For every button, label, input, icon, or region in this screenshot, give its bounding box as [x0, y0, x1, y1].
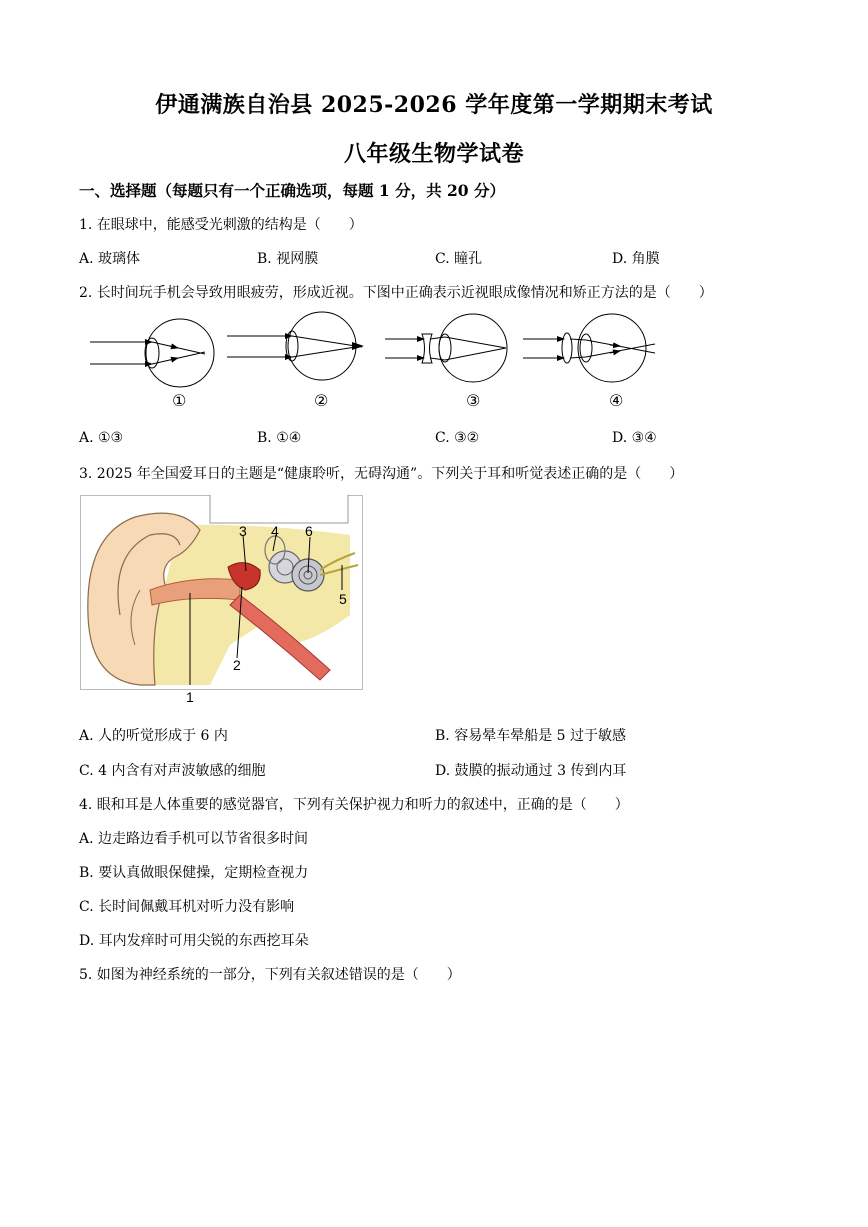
eye-diagram-1 — [90, 319, 214, 387]
question-4-stem: 4. 眼和耳是人体重要的感觉器官，下列有关保护视力和听力的叙述中，正确的是（ ） — [79, 797, 629, 813]
q4-option-d: D. 耳内发痒时可用尖锐的东西挖耳朵 — [79, 933, 309, 949]
q3-option-c: C. 4 内含有对声波敏感的细胞 — [79, 763, 266, 779]
q2-option-a: A. ①③ — [79, 430, 124, 446]
ear-label-3: 3 — [239, 523, 247, 539]
eye-label-3: ③ — [466, 393, 481, 410]
q3-option-d: D. 鼓膜的振动通过 3 传到内耳 — [435, 763, 627, 779]
section-heading: 一、选择题（每题只有一个正确选项，每题 1 分，共 20 分） — [79, 181, 505, 200]
q3-option-a: A. 人的听觉形成于 6 内 — [79, 728, 228, 744]
exam-subtitle: 八年级生物学试卷 — [343, 141, 524, 167]
question-2-stem: 2. 长时间玩手机会导致用眼疲劳，形成近视。下图中正确表示近视眼成像情况和矫正方法的是（ ） — [79, 285, 713, 301]
ear-label-4: 4 — [271, 523, 279, 539]
q2-option-d: D. ③④ — [612, 430, 657, 446]
q1-option-d: D. 角膜 — [612, 251, 660, 267]
ear-label-2: 2 — [233, 657, 241, 673]
q4-option-c: C. 长时间佩戴耳机对听力没有影响 — [79, 899, 295, 915]
eye-diagram-4 — [523, 314, 655, 382]
eye-diagram-2 — [227, 312, 364, 380]
q3-option-b: B. 容易晕车晕船是 5 过于敏感 — [435, 728, 626, 744]
question-1-stem: 1. 在眼球中，能感受光刺激的结构是（ ） — [79, 217, 363, 233]
eye-label-4: ④ — [609, 393, 624, 410]
q1-option-b: B. 视网膜 — [257, 251, 319, 267]
q1-option-c: C. 瞳孔 — [435, 251, 483, 267]
ear-label-6: 6 — [305, 523, 313, 539]
ear-anatomy-figure — [80, 495, 365, 705]
q4-option-a: A. 边走路边看手机可以节省很多时间 — [79, 831, 309, 847]
ear-label-1: 1 — [186, 689, 194, 705]
ear-label-5: 5 — [339, 591, 347, 607]
q2-option-b: B. ①④ — [257, 430, 302, 446]
eye-label-1: ① — [172, 393, 187, 410]
exam-title: 伊通满族自治县 2025-2026 学年度第一学期期末考试 — [155, 92, 713, 118]
eye-diagram-3 — [385, 314, 507, 382]
q4-option-b: B. 要认真做眼保健操，定期检查视力 — [79, 865, 309, 881]
question-5-stem: 5. 如图为神经系统的一部分，下列有关叙述错误的是（ ） — [79, 967, 461, 983]
question-3-stem: 3. 2025 年全国爱耳日的主题是“健康聆听，无碍沟通”。下列关于耳和听觉表述正确的是（ ） — [79, 466, 684, 482]
q1-option-a: A. 玻璃体 — [79, 251, 141, 267]
eye-label-2: ② — [314, 393, 329, 410]
eye-diagrams-figure — [80, 308, 720, 413]
q2-option-c: C. ③② — [435, 430, 480, 446]
